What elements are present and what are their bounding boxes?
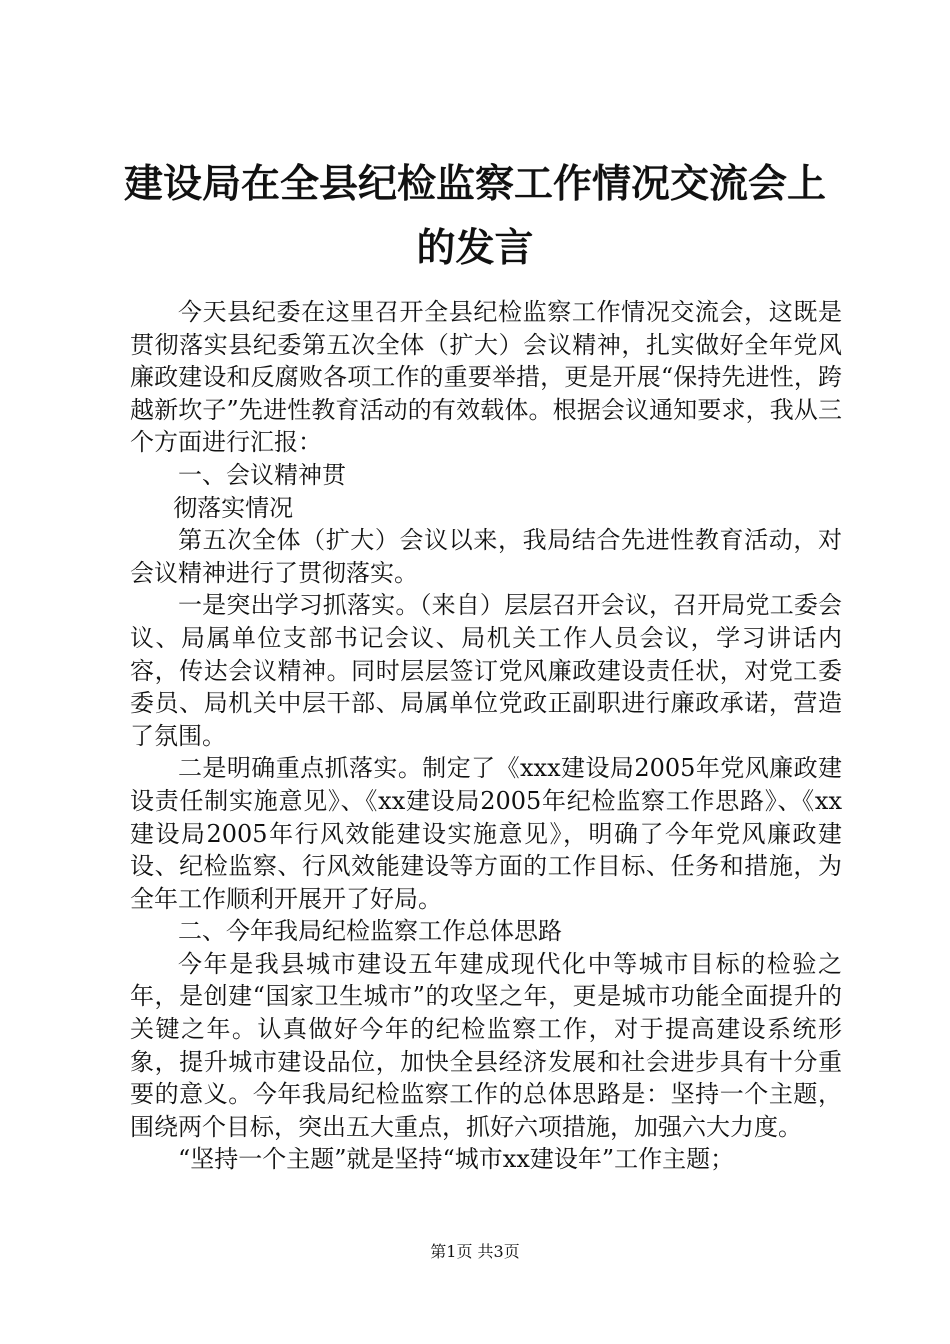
paragraph-theme: “坚持一个主题”就是坚持“城市xx建设年”工作主题； [178, 1145, 735, 1174]
paragraph-intro: 今天县纪委在这里召开全县纪检监察工作情况交流会，这既是贯彻落实县纪委第五次全体（扩大）会议精神，扎实做好全年党风廉政建设和反腐败各项工作的重要举措，更是开展“保持先进性，跨越新坎子”先进性教育活动的有效载体。根据会议通知要求，我从三个方面进行汇报： [130, 298, 842, 457]
page-footer: 第1页 共3页 [430, 1242, 520, 1261]
paragraph-focus: 二是明确重点抓落实。制定了《xxx建设局2005年党风廉政建设责任制实施意见》、《xx建设局2005年纪检监察工作思路》、《xx建设局2005年行风效能建设实施意见》，明确了今年党风廉政建设、纪检监察、行风效能建设等方面的工作目标、任务和措施，为全年工作顺利开展开了好局。 [130, 754, 842, 913]
section-heading-1a: 一、会议精神贯 [178, 460, 346, 489]
section-heading-1b: 彻落实情况 [173, 493, 294, 522]
paragraph-study: 一是突出学习抓落实。（来自）层层召开会议，召开局党工委会议、局属单位支部书记会议、局机关工作人员会议，学习讲话内容，传达会议精神。同时层层签订党风廉政建设责任状，对党工委委员、局机关中层干部、局属单位党政正副职进行廉政承诺，营造了氛围。 [130, 591, 842, 750]
paragraph-overall-plan: 今年是我县城市建设五年建成现代化中等城市目标的检验之年，是创建“国家卫生城市”的攻坚之年，更是城市功能全面提升的关键之年。认真做好今年的纪检监察工作，对于提高建设系统形象，提升城市建设品位，加快全县经济发展和社会进步具有十分重要的意义。今年我局纪检监察工作的总体思路是：坚持一个主题，围绕两个目标，突出五大重点，抓好六项措施，加强六大力度。 [130, 949, 842, 1141]
paragraph-implementation: 第五次全体（扩大）会议以来，我局结合先进性教育活动，对会议精神进行了贯彻落实。 [130, 526, 842, 587]
document-body [130, 296, 842, 1176]
section-heading-2: 二、今年我局纪检监察工作总体思路 [178, 917, 562, 946]
document-title: 建设局在全县纪检监察工作情况交流会上的发言 [123, 161, 826, 271]
